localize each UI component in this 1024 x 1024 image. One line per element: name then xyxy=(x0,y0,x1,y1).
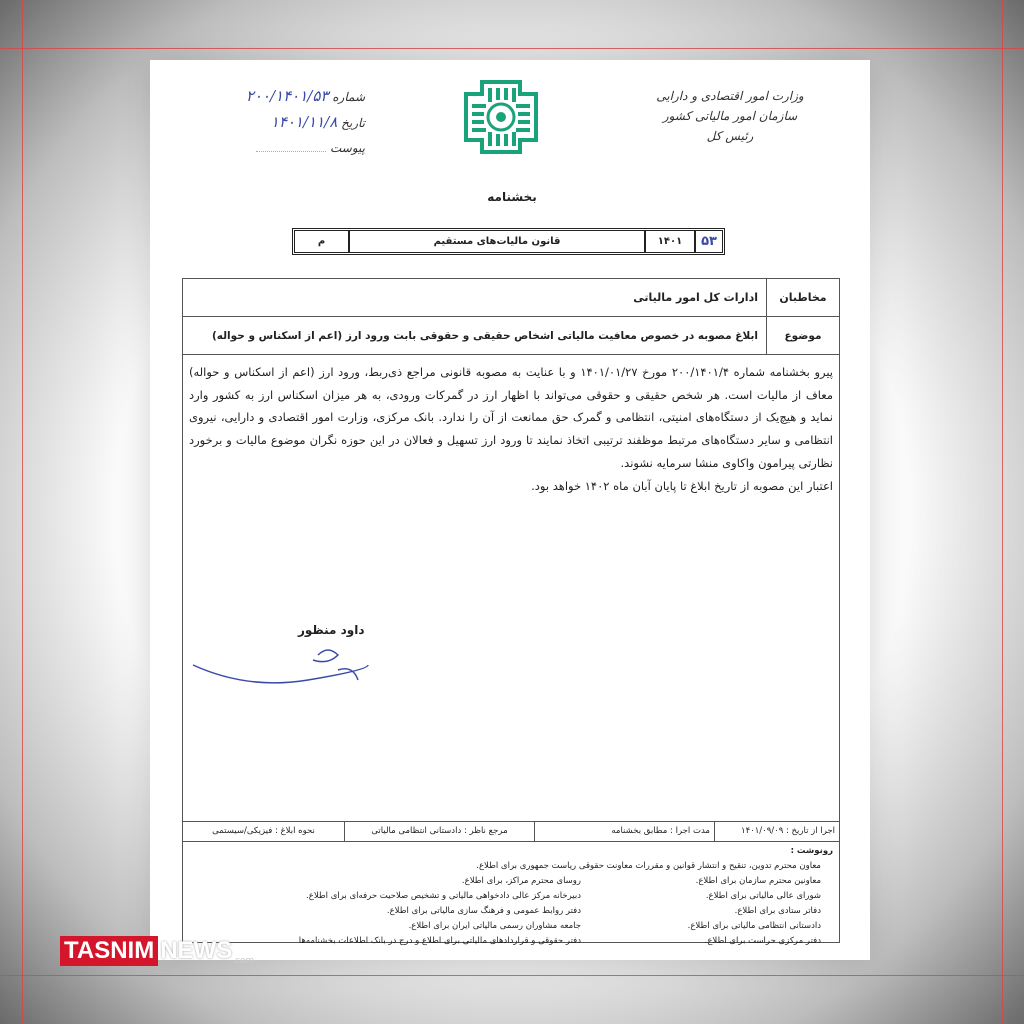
subject-value: ابلاغ مصوبه در خصوص معافیت مالیاتی اشخاص حقیقی و حقوقی بابت ورود ارز (اعم از اسکناس و حواله) xyxy=(211,329,758,342)
document-title: بخشنامه xyxy=(487,190,537,204)
subject-label: موضوع xyxy=(766,317,839,354)
execution-row xyxy=(183,822,839,842)
date-label: تاریخ xyxy=(341,116,365,130)
tasnim-news-watermark xyxy=(60,936,254,966)
supervising-authority: مرجع ناظر : دادستانی انتظامی مالیاتی xyxy=(344,822,534,841)
circular-table xyxy=(182,278,840,946)
date-value: ۱۴۰۱/۱۱/۸ xyxy=(270,113,338,131)
organization-header xyxy=(640,86,820,146)
attachment-label: پیوست xyxy=(330,141,365,155)
cc-item: روسای محترم مراکز، برای اطلاع. xyxy=(461,876,581,886)
number-value: ۲۰۰/۱۴۰۱/۵۳ xyxy=(245,87,329,105)
cc-item: دبیرخانه مرکز عالی دادخواهی مالیاتی و تشخیص صلاحیت حرفه‌ای برای اطلاع. xyxy=(306,891,581,901)
cc-item: جامعه مشاوران رسمی مالیاتی ایران برای اطلاع. xyxy=(408,921,581,931)
cc-label: رونوشت : xyxy=(790,846,833,856)
body-paragraph: اعتبار این مصوبه از تاریخ ابلاغ تا پایان آبان ماه ۱۴۰۲ خواهد بود. xyxy=(531,478,833,493)
position-title: رئیس کل xyxy=(706,129,754,143)
signatory-name: داود منظور xyxy=(298,623,365,637)
frame-line xyxy=(22,0,23,1024)
ministry-name: وزارت امور اقتصادی و دارایی xyxy=(656,89,804,103)
cc-item: دفتر روابط عمومی و فرهنگ سازی مالیاتی برای اطلاع. xyxy=(386,906,581,916)
law-name: قانون مالیات‌های مستقیم xyxy=(348,231,644,252)
frame-line xyxy=(0,48,1024,49)
recipients-row xyxy=(183,279,839,317)
organization-name: سازمان امور مالیاتی کشور xyxy=(662,109,798,123)
execution-duration: مدت اجرا : مطابق بخشنامه xyxy=(534,822,714,841)
tasnim-logo: TASNIM xyxy=(60,936,158,966)
cc-item: دادستانی انتظامی مالیاتی برای اطلاع. xyxy=(687,921,821,931)
frame-line xyxy=(1002,0,1003,1024)
circular-number: ۵۳ xyxy=(694,231,722,252)
domain-suffix: .com xyxy=(232,956,255,966)
reference-box xyxy=(292,228,725,255)
body-section xyxy=(183,355,839,822)
tax-organization-logo xyxy=(462,78,540,156)
cc-item: شورای عالی مالیاتی برای اطلاع. xyxy=(705,891,821,901)
subject-row xyxy=(183,317,839,355)
cc-item: دفتر مرکزی حراست برای اطلاع. xyxy=(704,936,821,946)
frame-line xyxy=(0,975,1024,976)
circular-year: ۱۴۰۱ xyxy=(644,231,694,252)
cc-section xyxy=(183,842,839,951)
law-code: م xyxy=(317,236,326,247)
body-paragraph: پیرو بخشنامه شماره ۲۰۰/۱۴۰۱/۴ مورخ ۱۴۰۱/۰۱/۲۷ و با عنایت به مصوبه قانونی مراجع ذی‌ربط، ورود ارز (اعم از اسکناس و حواله) معاف از مالیات است. هر شخص حقیقی و حقوقی می‌تواند با اظهار ارز در گمرکات ورودی، به هر میزان اسکناس ارز به کشور وارد نماید و هیچ‌یک از دستگاه‌های امنیتی، انتظامی و گمرک حق ممانعت از آن را ندارد. بانک مرکزی، وزارت امور اقتصادی و دارایی، نیروی انتظامی و سایر دستگاه‌های مرتبط موظفند ترتیبی اتخاذ نمایند تا ورود ارز تسهیل و فعالان در این حوزه نگران موضوع مالیات و برخورد نظارتی پیرامون واکاوی منشا سرمایه نشوند. xyxy=(189,365,834,470)
delivery-method: نحوه ابلاغ : فیزیکی/سیستمی xyxy=(212,826,315,836)
signature xyxy=(188,635,378,695)
effective-date: اجرا از تاریخ : ۱۴۰۱/۰۹/۰۹ xyxy=(714,822,839,841)
news-logo: NEWS xyxy=(160,937,233,964)
cc-item: معاون محترم تدوین، تنقیح و انتشار قوانین و مقررات معاونت حقوقی ریاست جمهوری برای اطلاع. xyxy=(476,861,821,871)
cc-item: دفاتر ستادی برای اطلاع. xyxy=(734,906,821,916)
cc-item: دفتر حقوقی و قراردادهای مالیاتی برای اطلاع و درج در بانک اطلاعات بخشنامه‌ها xyxy=(298,936,581,946)
reference-block xyxy=(200,84,365,161)
recipients-label: مخاطبان xyxy=(766,279,839,316)
recipients-value: ادارات کل امور مالیاتی xyxy=(633,291,758,304)
cc-item: معاونین محترم سازمان برای اطلاع. xyxy=(695,876,821,886)
number-label: شماره xyxy=(332,90,365,104)
